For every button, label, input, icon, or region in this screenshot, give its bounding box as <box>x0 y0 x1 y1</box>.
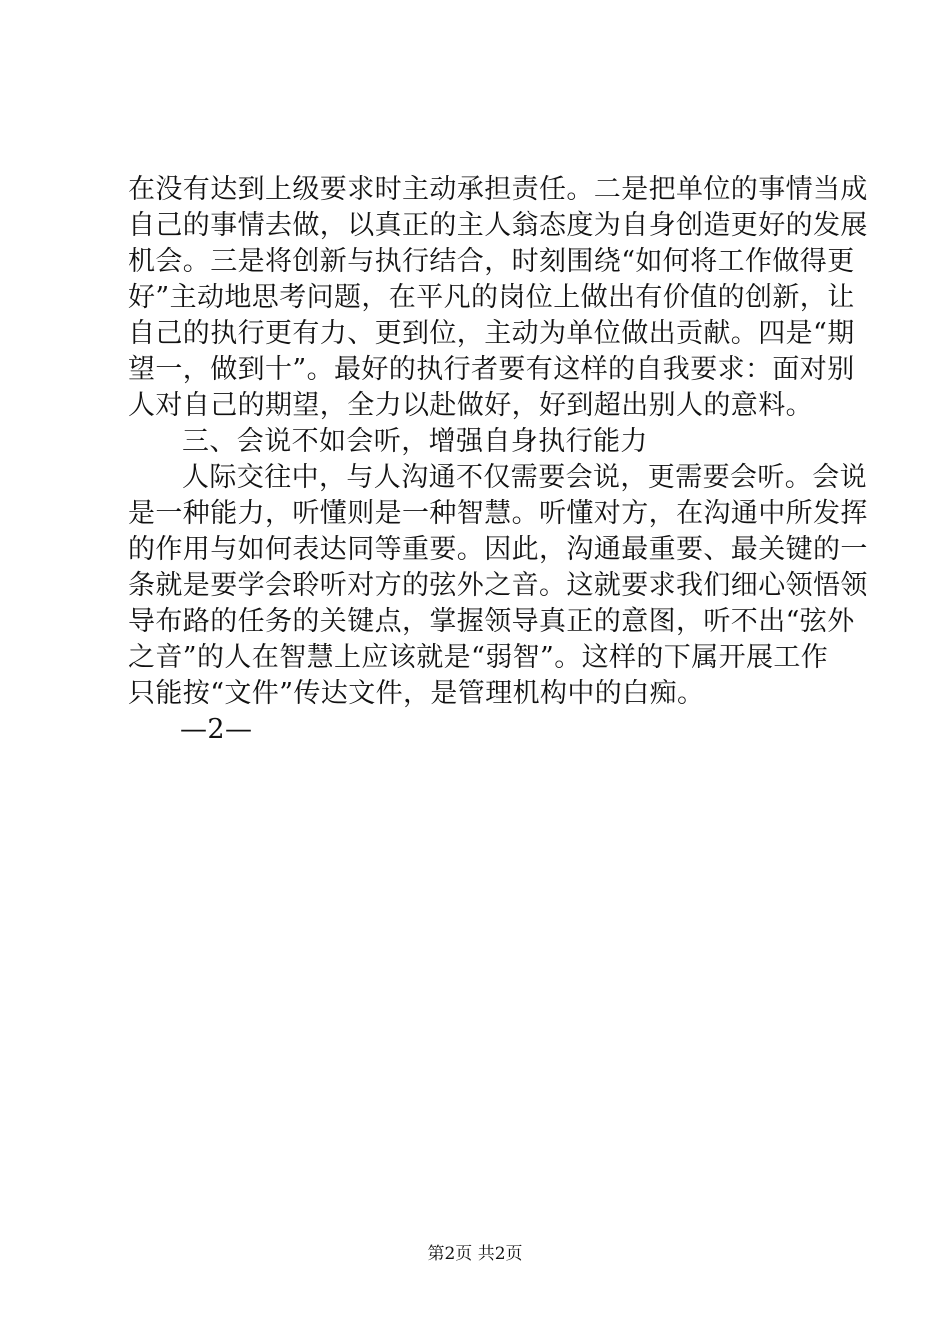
text-line: 在没有达到上级要求时主动承担责任。二是把单位的事情当成 <box>128 174 868 205</box>
text-line: 只能按“文件”传达文件，是管理机构中的白痴。 <box>128 678 705 709</box>
section-heading: 三、会说不如会听，增强自身执行能力 <box>182 426 648 457</box>
text-line: 人际交往中，与人沟通不仅需要会说，更需要会听。会说 <box>182 462 867 493</box>
text-line: 好”主动地思考问题，在平凡的岗位上做出有价值的创新，让 <box>128 282 855 313</box>
text-line: 的作用与如何表达同等重要。因此，沟通最重要、最关键的一 <box>128 534 868 565</box>
text-line: 机会。三是将创新与执行结合，时刻围绕“如何将工作做得更 <box>128 246 855 277</box>
inline-page-number: —2— <box>180 714 253 745</box>
page-footer: 第2页 共2页 <box>427 1244 523 1264</box>
text-line: 自己的执行更有力、更到位，主动为单位做出贡献。四是“期 <box>128 318 855 349</box>
text-line: 之音”的人在智慧上应该就是“弱智”。这样的下属开展工作 <box>128 642 829 673</box>
text-line: 望一，做到十”。最好的执行者要有这样的自我要求：面对别 <box>128 354 855 385</box>
text-line: 导布路的任务的关键点，掌握领导真正的意图，听不出“弦外 <box>128 606 855 637</box>
text-line: 条就是要学会聆听对方的弦外之音。这就要求我们细心领悟领 <box>128 570 868 601</box>
text-line: 人对自己的期望，全力以赴做好，好到超出别人的意料。 <box>128 390 813 421</box>
document-body <box>128 172 868 748</box>
text-line: 自己的事情去做，以真正的主人翁态度为自身创造更好的发展 <box>128 210 868 241</box>
text-line: 是一种能力，听懂则是一种智慧。听懂对方，在沟通中所发挥 <box>128 498 868 529</box>
